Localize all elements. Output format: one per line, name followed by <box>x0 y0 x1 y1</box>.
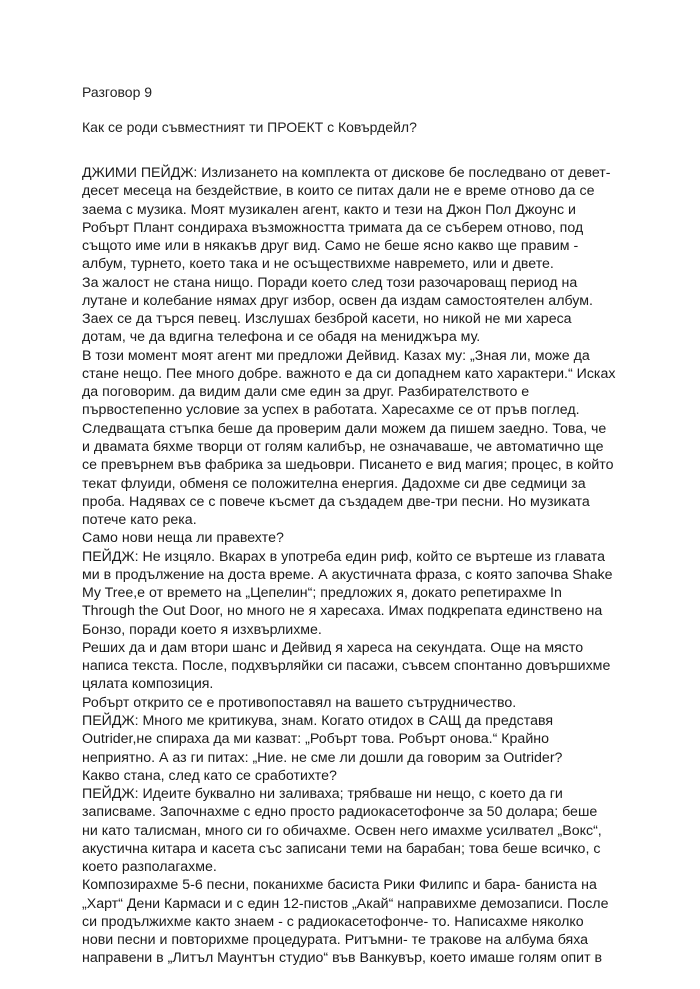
text-line: Бонзо, поради което я изхвърлихме. <box>82 621 322 638</box>
text-line: направени в „Литъл Маунтън студио“ във Ванкувър, което имаше голям опит в <box>82 950 603 967</box>
text-line: ни като талисман, много си го обичахме. Освен него имахме усилвател „Вокс“, <box>82 822 602 839</box>
text-line: ПЕЙДЖ: Много ме критикува, знам. Когато отидох в САЩ да представя <box>82 712 554 729</box>
text-line: ПЕЙДЖ: Не изцяло. Вкарах в употреба един риф, който се въртеше из главата <box>82 548 606 565</box>
text-line: се превърнем във фабрика за шедьоври. Писането е вид магия; процес, в който <box>82 457 614 474</box>
text-line: Outrider,не спираха да ми казват: „Робърт това. Робърт онова.“ Крайно <box>82 731 549 748</box>
text-line: нови песни и повторихме процедурата. Ритъмни- те тракове на албума бяха <box>82 932 589 949</box>
text-line: дотам, че да вдигна телефона и се обадя на мениджъра му. <box>82 329 481 346</box>
text-line: да поговорим. да видим дали сме един за друг. Разбирателството е <box>82 384 530 401</box>
text-line: ПЕЙДЖ: Идеите буквално ни заливаха; трябваше ни нещо, с което да ги <box>82 786 563 803</box>
text-line: записваме. Започнахме с едно просто радиокасетофонче за 50 долара; беше <box>82 804 598 821</box>
text-line: В този момент моят агент ми предложи Дейвид. Казах му: „Зная ли, може да <box>82 347 590 364</box>
text-line: Заех се да търся певец. Изслушах безброй касети, но никой не ми хареса <box>82 311 572 328</box>
text-line: проба. Надявах се с повече късмет да създадем две-три песни. Но музиката <box>82 493 590 510</box>
text-line: потече като река. <box>82 512 197 529</box>
text-line: текат флуиди, обменя се положителна енергия. Дадохме си две седмици за <box>82 475 586 492</box>
text-line: акустична китара и касета със записани теми на барабан; това беше всичко, с <box>82 840 601 857</box>
text-line: стане нещо. Пее много добре. важното е да си допаднем като характери.“ Исках <box>82 365 616 382</box>
chapter-title: Разговор 9 <box>82 84 153 100</box>
text-line: ДЖИМИ ПЕЙДЖ: Излизането на комплекта от дискове бе последвано от девет- <box>82 165 611 181</box>
text-line: Реших да и дам втори шанс и Дейвид я хареса на секундата. Още на място <box>82 639 584 656</box>
text-line: което разполагахме. <box>82 859 217 876</box>
text-line: десет месеца на бездействие, в които се питах дали не е време отново да се <box>82 183 595 200</box>
text-line: лутане и колебание нямах друг избор, освен да издам самостоятелен албум. <box>82 292 593 309</box>
text-line: Следващата стъпка беше да проверим дали можем да пишем заедно. Това, че <box>82 420 607 437</box>
text-line: Робърт Плант сондираха възможността тримата да се съберем отново, под <box>82 219 584 236</box>
text-line: същото име или в някакъв друг вид. Само не беше ясно какво ще правим - <box>82 238 579 255</box>
text-line: Композирахме 5-6 песни, поканихме басиста Рики Филипс и бара- баниста на <box>82 877 597 894</box>
text-line: написа текста. После, подхвърляйки си пасажи, съвсем спонтанно довършихме <box>82 658 611 675</box>
text-line: За жалост не стана нищо. Поради което след този разочароващ период на <box>82 274 578 291</box>
text-line: заема с музика. Моят музикален агент, както и тези на Джон Пол Джоунс и <box>82 201 576 218</box>
text-line: албум, турнето, което така и не осъществихме навремето, или и двете. <box>82 256 554 273</box>
text-line: си продължихме както знаем - с радиокасетофонче- то. Написахме няколко <box>82 913 584 930</box>
text-line: Through the Out Door, но много не я харесаха. Имах подкрепата единствено на <box>82 603 603 620</box>
text-line: и двамата бяхме творци от голям калибър, не означаваше, че автоматично ще <box>82 438 604 455</box>
text-line: Робърт открито се е противопоставял на вашето сътрудничество. <box>82 694 517 711</box>
text-line: първостепенно условие за успех в работата. Харесахме се от пръв поглед. <box>82 402 580 419</box>
text-line: неприятно. А аз ги питах: „Ние. не сме ли дошли да говорим за Outrider? <box>82 749 563 766</box>
text-line: Само нови неща ли правехте? <box>82 530 284 547</box>
text-line: ми в продължение на доста време. А акустичната фраза, с която започва Shake <box>82 566 613 583</box>
text-line: My Tree,е от времето на „Цепелин“; предложих я, докато репетирахме In <box>82 585 562 602</box>
text-line: Какво стана, след като се сработихте? <box>82 767 337 784</box>
text-line: „Харт“ Дени Кармаси и с един 12-пистов „Акай“ направихме демозаписи. После <box>82 895 609 912</box>
interview-question: Как се роди съвместният ти ПРОЕКТ с Ковърдейл? <box>82 119 417 135</box>
body-text <box>82 164 622 968</box>
text-line: цялата композиция. <box>82 676 214 693</box>
